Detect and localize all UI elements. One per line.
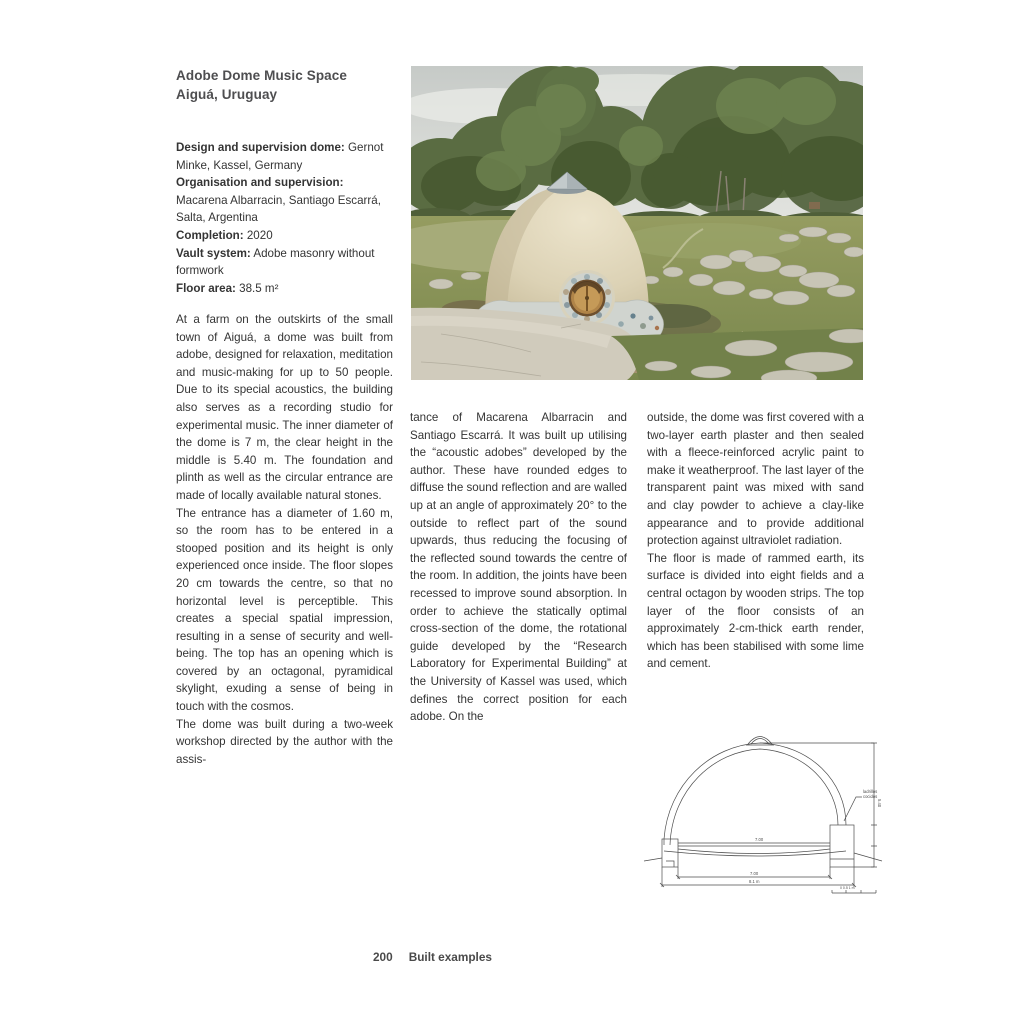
dim-inner-diameter: 7.00 (750, 871, 759, 876)
project-info (176, 139, 395, 297)
dome-section (634, 727, 888, 902)
paragraph: tance of Macarena Albarracin and Santiago Escarrá. It was built up utilising the “acoustic adobes” developed by the author. These have rounded edges to diffuse the sound reflection and are walled up at an angle of approximately 20° to the outside to reflect part of the sound upwards, thus reducing the focusing of the reflected sound towards the centre of the room. In addition, the joints have been recessed to improve sound absorption. In order to achieve the statically optimal cross-section of the dome, the rotational guide developed by the “Research Laboratory for Experimental Building” at the University of Kassel was used, which defines the correct position for each adobe. On the (410, 411, 627, 724)
text-column-1 (176, 311, 393, 768)
info-value: 2020 (243, 228, 273, 242)
text-column-2 (410, 409, 627, 726)
entrance-window (559, 270, 615, 326)
paragraph: The entrance has a diameter of 1.60 m, so the room has to be entered in a stooped position and its height is only experienced once inside. The floor slopes 20 cm towards the centre, so that no horizontal level is perceptible. This creates a special spatial impression, resulting in a sense of security and well-being. The top has an opening which is covered by an octagonal, pyramidical skylight, exuding a sense of being in touch with the cosmos. (176, 506, 393, 714)
info-label: Organisation and supervision: (176, 176, 344, 190)
dome-photo-illustration (411, 66, 863, 380)
info-label: Completion: (176, 228, 244, 242)
material-label-1: ladrillos (863, 789, 878, 794)
info-value: Macarena Albarracin, Santiago Escarrá, Salta, Argentina (176, 193, 381, 225)
project-location: Aiguá, Uruguay (176, 87, 278, 102)
foreground-grass (611, 328, 863, 380)
page-footer (373, 950, 492, 964)
info-label: Vault system: (176, 246, 251, 260)
info-row (176, 227, 395, 245)
dim-height: 5.40 (877, 799, 882, 808)
page-title (176, 66, 347, 104)
material-label-2: cocidos (863, 794, 878, 799)
info-row (176, 280, 395, 298)
paragraph: The dome was built during a two-week workshop directed by the author with the assis- (176, 717, 393, 766)
section-drawing (634, 727, 888, 902)
info-row (176, 174, 395, 227)
info-row (176, 139, 395, 174)
info-value: 38.5 m² (235, 281, 279, 295)
project-title: Adobe Dome Music Space (176, 68, 347, 83)
dome-photo (411, 66, 863, 380)
info-value: Gernot Minke, Kassel, Germany (176, 141, 384, 172)
info-value: Adobe masonry without formwork (176, 246, 375, 278)
paragraph: The floor is made of rammed earth, its surface is divided into eight fields and a central octagon by wooden strips. The top layer of the floor consists of an approximately 2-cm-thick earth render, which has been stabilised with some lime and cement. (647, 551, 864, 671)
info-label: Design and supervision dome: (176, 141, 345, 154)
text-column-3 (647, 409, 864, 673)
info-row (176, 245, 395, 280)
paragraph: outside, the dome was first covered with a two-layer earth plaster and then sealed with a fleece-reinforced acrylic paint to make it weatherproof. The last layer of the transparent paint was mixed with sand and clay powder to achieve a clay-like appearance and to provide additional protection against ultraviolet radiation. (647, 411, 864, 548)
paragraph: At a farm on the outskirts of the small town of Aiguá, a dome was built from adobe, designed for relaxation, meditation and music-making for up to 50 people. Due to its special acoustics, the building also serves as a recording studio for experimental music. The inner diameter of the dome is 7 m, the clear height in the middle is 5.40 m. The foundation and plinth as well as the circular entrance are made of locally available natural stones. (176, 313, 393, 502)
dim-overall-width: 8.1 m (749, 879, 760, 884)
dim-floor: 7.00 (755, 837, 764, 842)
page-number: 200 (373, 950, 393, 964)
info-label: Floor area: (176, 281, 236, 295)
scale-note: 0 0.5 1 m (840, 886, 855, 890)
section-title: Built examples (408, 950, 492, 964)
